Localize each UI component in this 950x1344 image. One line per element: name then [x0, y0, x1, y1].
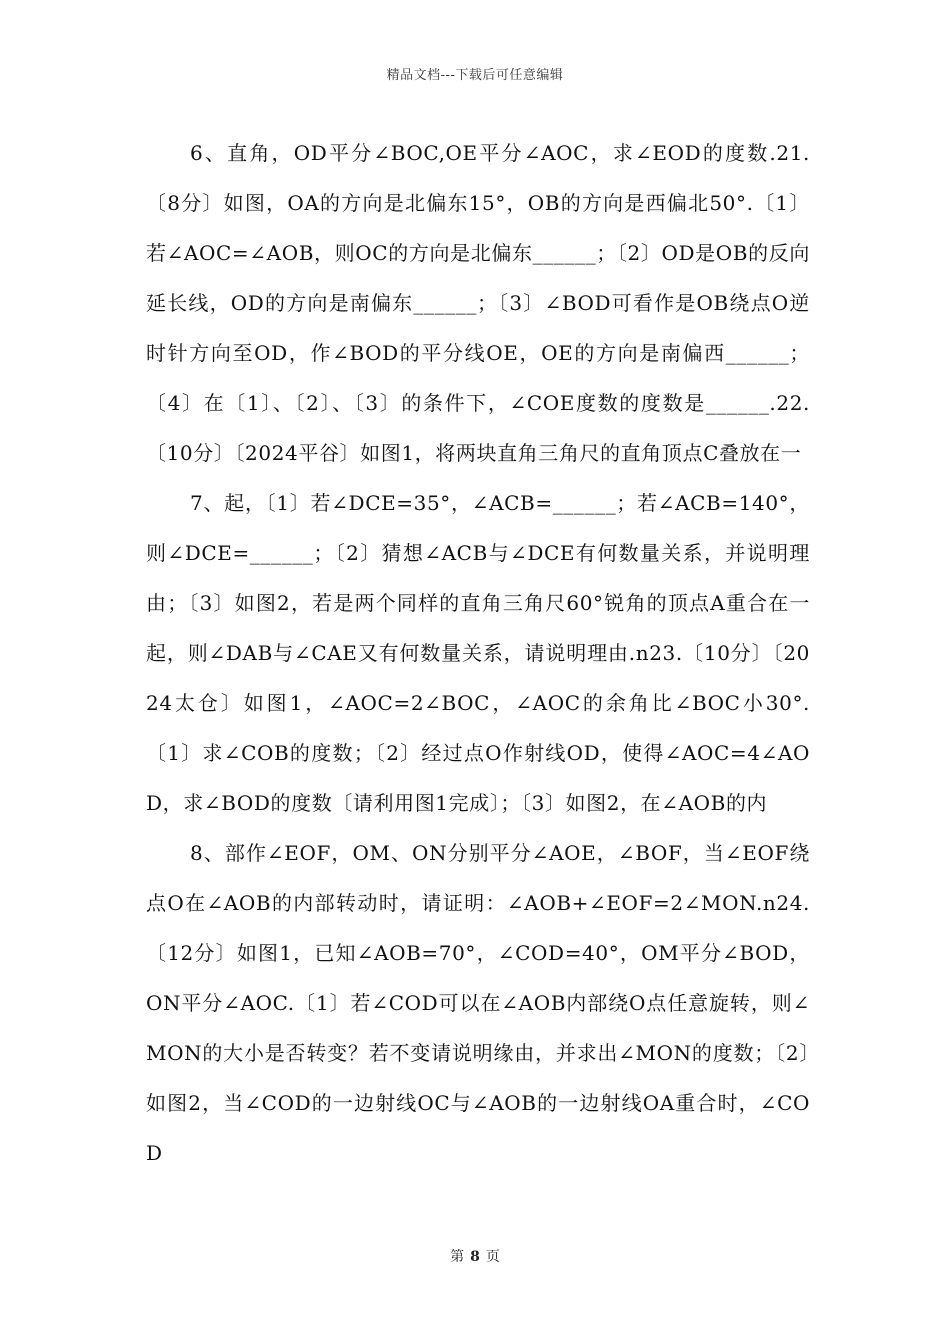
- footer-suffix: 页: [485, 1249, 500, 1265]
- paragraph-8: 8、部作∠EOF，OM、ON分别平分∠AOE，∠BOF，当∠EOF绕点O在∠AOB的内部转动时，请证明：∠AOB+∠EOF=2∠MON.n24.〔12分〕如图1，已知∠AOB=70°，∠COD=40°，OM平分∠BOD，ON平分∠AOC.〔1〕若∠COD可以在∠AOB内部绕O点任意旋转，则∠MON的大小是否转变？若不变请说明缘由，并求出∠MON的度数；〔2〕如图2，当∠COD的一边射线OC与∠AOB的一边射线OA重合时，∠COD: [146, 841, 810, 1165]
- paragraph-6: 6、直角，OD平分∠BOC,OE平分∠AOC，求∠EOD的度数.21.〔8分〕如图，OA的方向是北偏东15°，OB的方向是西偏北50°.〔1〕若∠AOC=∠AOB，则OC的方向是北偏东______；〔2〕OD是OB的反向延长线，OD的方向是南偏东______；〔3〕∠BOD可看作是OB绕点O逆时针方向至OD，作∠BOD的平分线OE，OE的方向是南偏西______；〔4〕在〔1〕、〔2〕、〔3〕的条件下，∠COE度数的度数是______.22.〔10分〕〔2024平谷〕如图1，将两块直角三角尺的直角顶点C叠放在一: [146, 141, 810, 465]
- page-footer: [0, 1246, 950, 1266]
- page-body: [146, 128, 810, 1178]
- page-header: 精品文档---下载后可任意编辑: [386, 68, 564, 83]
- footer-prefix: 第: [450, 1249, 465, 1265]
- page-number: 8: [470, 1249, 480, 1265]
- paragraph-7: 7、起，〔1〕若∠DCE=35°，∠ACB=______；若∠ACB=140°，则∠DCE=______；〔2〕猜想∠ACB与∠DCE有何数量关系，并说明理由；〔3〕如图2，若是两个同样的直角三角尺60°锐角的顶点A重合在一起，则∠DAB与∠CAE又有何数量关系，请说明理由.n23.〔10分〕〔2024太仓〕如图1，∠AOC=2∠BOC，∠AOC的余角比∠BOC小30°.〔1〕求∠COB的度数；〔2〕经过点O作射线OD，使得∠AOC=4∠AOD，求∠BOD的度数〔请利用图1完成〕；〔3〕如图2，在∠AOB的内: [146, 491, 810, 815]
